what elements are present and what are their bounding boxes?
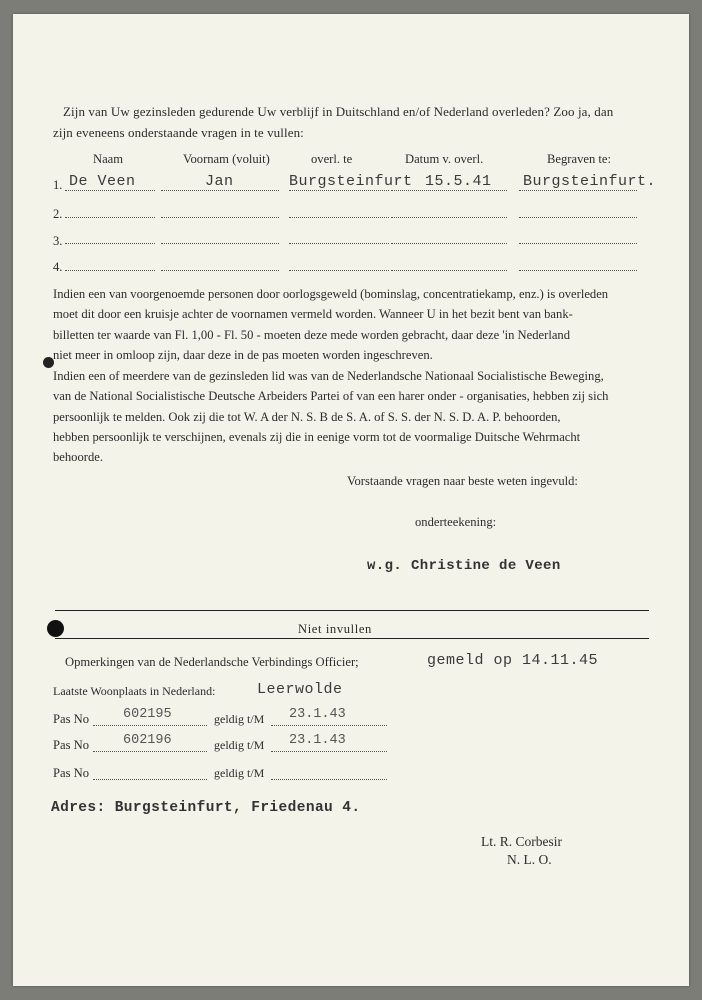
geldig-label: geldig t/M (214, 712, 265, 726)
separator-line-bottom (55, 638, 649, 639)
geldig-line (271, 779, 387, 780)
geldig-date: 23.1.43 (289, 707, 346, 722)
geldig-date: 23.1.43 (289, 733, 346, 748)
pas-label: Pas No (53, 712, 90, 726)
punch-hole-bottom (47, 620, 64, 637)
row-number: 4. (53, 260, 63, 274)
adres-line: Adres: Burgsteinfurt, Friedenau 4. (51, 800, 361, 816)
woonplaats-value: Leerwolde (257, 681, 343, 698)
document-page (13, 14, 689, 986)
officer-name: Lt. R. Corbesir (481, 834, 562, 849)
officer-unit: N. L. O. (507, 852, 552, 867)
pas-number-line (93, 751, 207, 752)
pas-number: 602195 (123, 707, 172, 722)
row-1-voornaam: Jan (205, 173, 234, 190)
header-voornaam: Voornam (voluit) (183, 152, 270, 166)
separator-line-top (55, 610, 649, 611)
paragraph-oorlogsgeweld: Indien een van voorgenoemde personen door oorlogsgeweld (bominslag, concentratiekamp, enz.) is overleden moet dit door een kruisje achter de voornamen vermeld worden. Wanneer U in het bezit bent van bank- billetten ter waarde van Fl. 1,00 - Fl. 50 - moeten deze mede worden gebracht, daar deze 'in Nederland niet meer in omloop zijn, daar deze in de pas moeten worden ingeschreven. (53, 287, 609, 362)
signature-label: onderteekening: (415, 515, 497, 529)
geldig-line (271, 751, 387, 752)
header-begraven: Begraven te: (547, 152, 611, 166)
pas-number: 602196 (123, 733, 172, 748)
paragraph-nsb: Indien een of meerdere van de gezinsleden lid was van de Nederlandsche Nationaal Socialistische Beweging, van de National Socialistische Deutsche Arbeiders Partei of van een harer onder - organisaties, hebben zij sich persoonlijk te melden. Ook zij die tot W. A der N. S. B de S. A. of S. S. der N. S. D. A. P. behoorden, hebben persoonlijk te verschijnen, evenals zij die in eenige vorm tot de voormalige Duitsche Wehrmacht behoorde. (53, 369, 609, 465)
pas-number-line (93, 779, 207, 780)
pas-number-line (93, 725, 207, 726)
row-1-naam: De Veen (69, 173, 136, 190)
pas-label: Pas No (53, 766, 90, 780)
geldig-label: geldig t/M (214, 766, 265, 780)
pas-label: Pas No (53, 738, 90, 752)
geldig-label: geldig t/M (214, 738, 265, 752)
row-number: 3. (53, 234, 63, 248)
row-1-datum: 15.5.41 (425, 173, 492, 190)
row-1-overl-te: Burgsteinfurt (289, 173, 413, 190)
header-overl-te: overl. te (311, 152, 353, 166)
signature-typed: w.g. Christine de Veen (367, 558, 561, 574)
niet-invullen-label: Niet invullen (298, 622, 372, 636)
geldig-line (271, 725, 387, 726)
declaration-text: Vorstaande vragen naar beste weten ingevuld: (347, 474, 578, 488)
woonplaats-label: Laatste Woonplaats in Nederland: (53, 684, 216, 698)
row-number: 1. (53, 178, 63, 192)
header-naam: Naam (93, 152, 124, 166)
row-1-begraven: Burgsteinfurt. (523, 173, 657, 190)
officer-remarks-label: Opmerkingen van de Nederlandsche Verbindings Officier; (65, 655, 359, 669)
intro-line-1: Zijn van Uw gezinsleden gedurende Uw verblijf in Duitschland en/of Nederland overleden? Zoo ja, dan (63, 104, 614, 119)
intro-line-2: zijn eveneens onderstaande vragen in te vullen: (53, 125, 304, 140)
header-datum: Datum v. overl. (405, 152, 484, 166)
row-number: 2. (53, 207, 63, 221)
officer-note: gemeld op 14.11.45 (427, 652, 599, 669)
